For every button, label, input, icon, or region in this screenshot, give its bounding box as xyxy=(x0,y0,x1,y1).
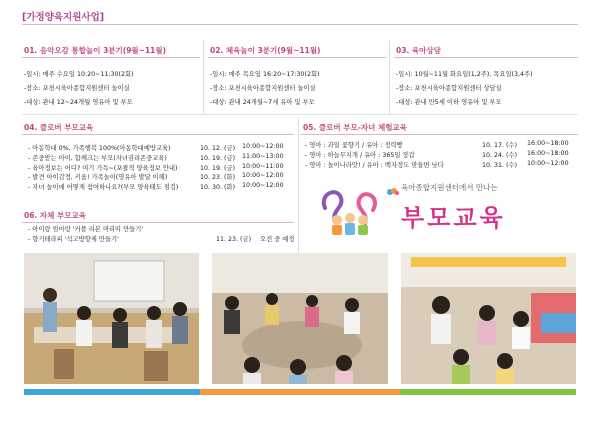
photo-circle-play xyxy=(212,253,388,384)
section-03-underline xyxy=(394,57,578,58)
section-05-list xyxy=(305,140,580,169)
list-item: - 육아정보는 어디? 여기 가득~(포괄적 양육정보 안내) 10. 19. (금) 10:00~11:00 xyxy=(28,162,284,172)
list-item: - 자녀 놀이에 어떻게 참여하나요?(부모 양육태도 점검) 10. 30. (화) 10:00~12:00 xyxy=(28,182,284,192)
column-divider-3 xyxy=(298,118,299,258)
section-01-underline xyxy=(22,57,200,58)
list-item: - 영아 : 하늘무지개 / 유아 : 365일 장갑 10. 24. (수) 16:00~18:00 xyxy=(305,149,569,159)
section-02-line-2: -장소: 포천시육아종합지원센터 놀이실 xyxy=(210,85,316,92)
footer-bar-green xyxy=(400,389,576,395)
footer-bar-orange xyxy=(200,389,400,395)
section-03-heading: 03. 육아상담 xyxy=(396,46,441,55)
list-item: - 아동학대 0%, 가족행복 100%(아동학대예방교육) 10. 12. (금) 10:00~12:00 xyxy=(28,143,284,152)
section-04-underline xyxy=(22,134,294,135)
photo-toddlers-playing xyxy=(401,253,576,384)
section-04-heading: 04. 클로버 부모교육 xyxy=(24,123,94,132)
section-01-line-3: -대상: 관내 12~24개월 영유아 및 부모 xyxy=(24,99,133,106)
page-title: [가정양육지원사업] xyxy=(22,12,105,23)
footer-bar-blue xyxy=(24,389,200,395)
list-item: - 향기테라피 '석고방향제 만들기' 11. 23. (금) 오전 중 예정 xyxy=(28,235,295,243)
section-05-underline xyxy=(301,134,578,135)
section-02-line-1: -일시: 매주 목요일 16:20~17:30(2회) xyxy=(210,71,320,78)
section-01-heading: 01. 음악오감 통합놀이 3분기(9월~11월) xyxy=(24,46,167,55)
list-item: - 영아 : 놀이나라맛! / 유아 : 백자정도 맞들면 낫다 10. 31. (수) 10:00~12:00 xyxy=(305,159,569,169)
list-item: - 영아 : 과일 꽃향기 / 유아 : 정력빵 10. 17. (수) 16:00~18:00 xyxy=(305,140,569,149)
section-03-line-2: -장소: 포천시육아종합지원센터 상담실 xyxy=(396,85,502,92)
section-02-underline xyxy=(208,57,386,58)
section-06-list xyxy=(28,224,298,244)
family-illustration-icon xyxy=(315,180,385,242)
section-04-list xyxy=(28,143,298,192)
column-divider-1 xyxy=(203,40,204,115)
center-logo-icon xyxy=(387,182,399,192)
section-01-line-2: -장소: 포천시육아종합지원센터 놀이실 xyxy=(24,85,130,92)
column-divider-2 xyxy=(389,40,390,115)
list-item: - 존중받는 아이, 함께크는 부모(자녀권리존중교육) 10. 19. (금) 11:00~13:00 xyxy=(28,152,284,162)
section-03-line-3: -대상: 관내 만5세 이하 영유아 및 부모 xyxy=(396,99,502,106)
list-item: - 아이랑 엄마랑 '커플 리본 머리띠 만들기' xyxy=(28,226,144,233)
parent-education-banner xyxy=(315,180,565,242)
title-divider xyxy=(22,24,578,25)
section-03-line-1: -일시: 10월~11월 화요일(1,2주), 목요일(3,4주) xyxy=(396,71,533,78)
section-06-underline xyxy=(22,222,294,223)
row-divider xyxy=(22,114,578,115)
banner-title: 부모교육 xyxy=(401,204,506,232)
photo-classroom-parents xyxy=(24,253,199,384)
section-05-heading: 05. 클로버 부모-자녀 체험교육 xyxy=(303,123,407,132)
section-06-heading: 06. 자체 부모교육 xyxy=(24,211,86,220)
banner-subtitle: 육아종합지원센터에서 만나는 xyxy=(401,183,498,192)
list-item: - 발견 아이감정, 키움! 가족놀이(영유아 발달 이해) 10. 23. (화) 10:00~12:00 xyxy=(28,172,284,182)
section-02-heading: 02. 체육놀이 3분기(9월~11월) xyxy=(210,46,321,55)
section-02-line-3: -대상: 관내 24개월~7세 유아 및 부모 xyxy=(210,99,315,106)
section-01-line-1: -일시: 매주 수요일 10:20~11:30(2회) xyxy=(24,71,134,78)
